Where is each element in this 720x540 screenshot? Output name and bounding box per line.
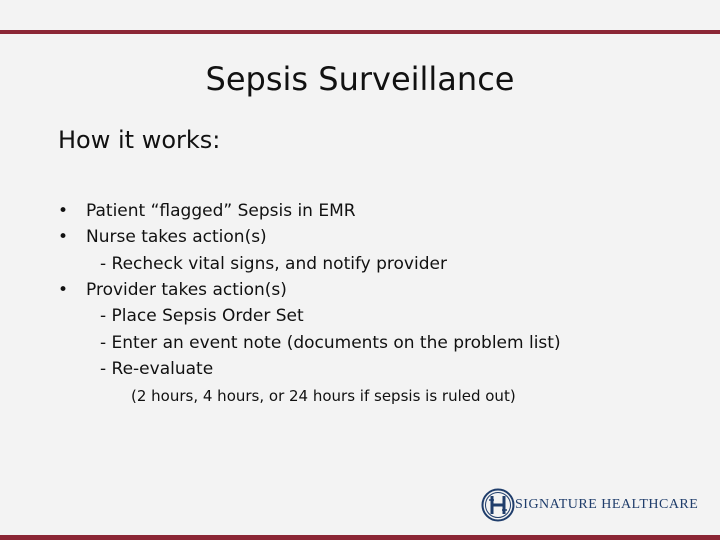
logo-text: SIGNATURE HEALTHCARE [515,497,699,512]
bullet-marker: • [58,280,69,300]
sub-bullet-text: - Recheck vital signs, and notify provider [100,254,447,274]
sub-bullet-text: - Enter an event note (documents on the problem list) [100,333,561,353]
bottom-divider [0,535,720,540]
slide-subtitle: How it works: [58,126,221,154]
top-divider [0,30,720,34]
company-logo [481,488,699,524]
sub-bullet-text: - Re-evaluate [100,359,214,379]
note-text: (2 hours, 4 hours, or 24 hours if sepsis is ruled out) [131,387,516,405]
bullet-marker: • [58,201,69,221]
bullet-marker: • [58,227,69,247]
slide-title: Sepsis Surveillance [205,60,515,98]
logo-icon [481,488,515,522]
sub-bullet-text: - Place Sepsis Order Set [100,306,304,326]
bullet-text: Patient “flagged” Sepsis in EMR [86,201,356,221]
bullet-text: Nurse takes action(s) [86,227,267,247]
bullet-text: Provider takes action(s) [86,280,287,300]
